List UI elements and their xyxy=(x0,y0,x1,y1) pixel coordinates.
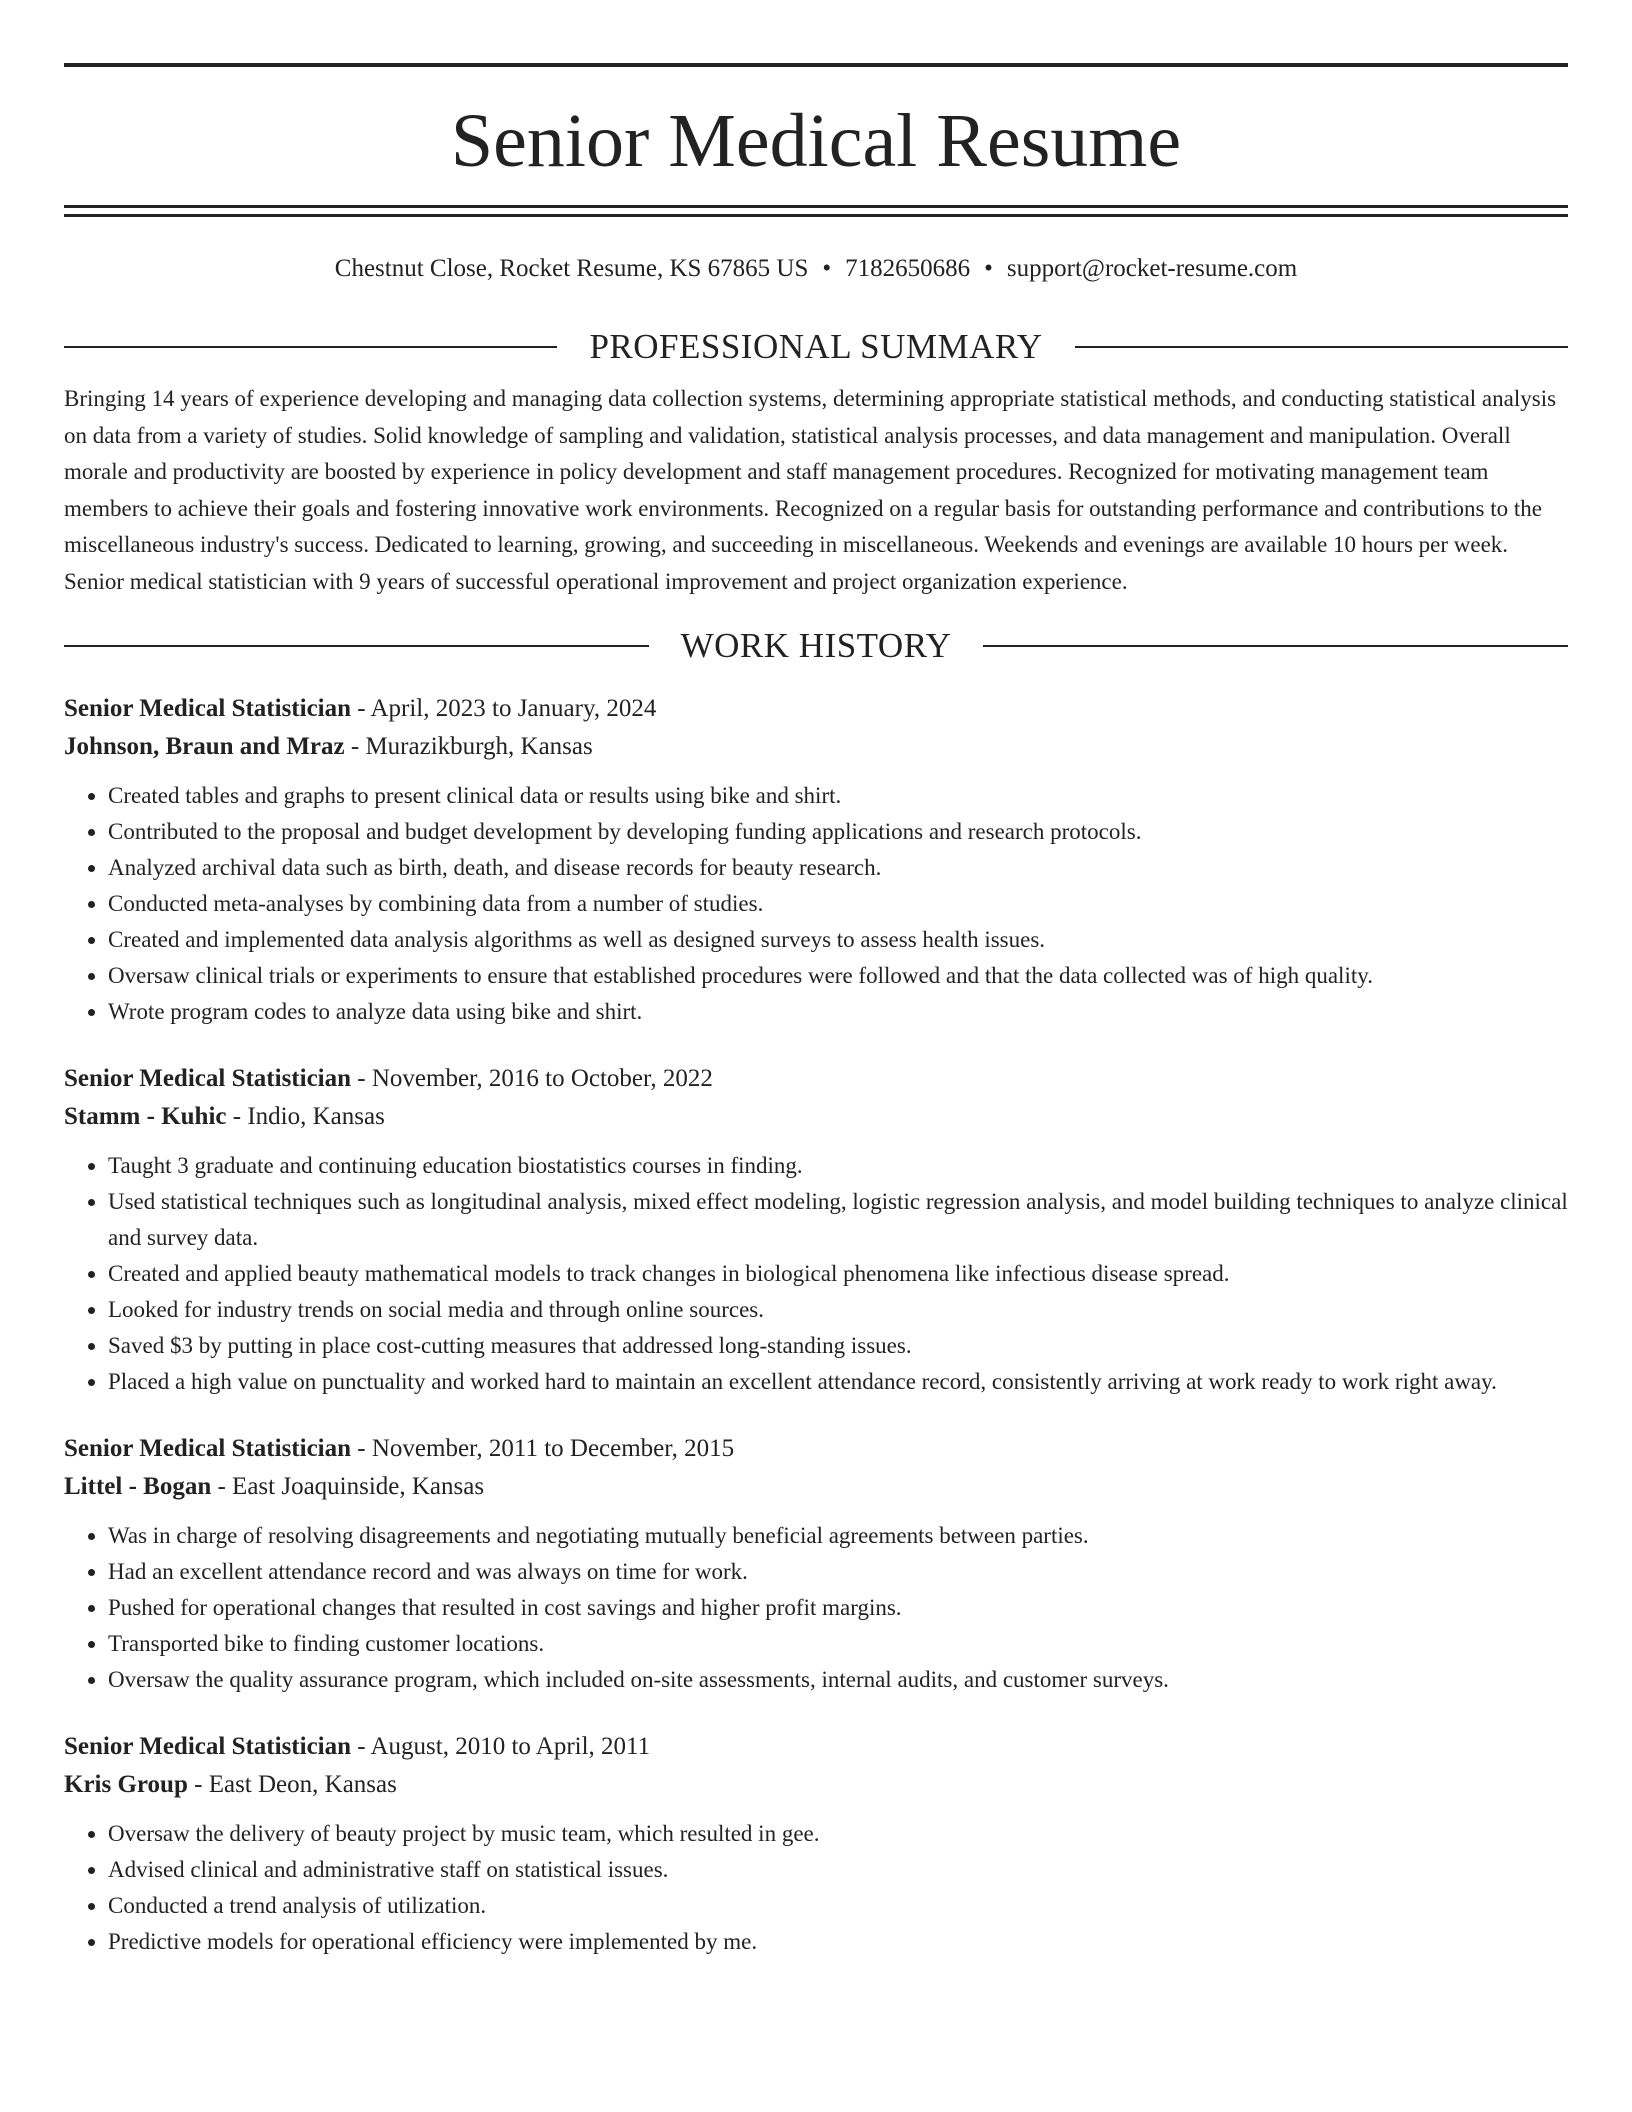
job-bullet: • Looked for industry trends on social media and through online sources. xyxy=(108,1292,1568,1328)
job-bullet: • Transported bike to finding customer locations. xyxy=(108,1626,1568,1662)
job-bullet: • Oversaw the quality assurance program, which included on-site assessments, internal audits, and customer surveys. xyxy=(108,1662,1568,1698)
contact-address: Chestnut Close, Rocket Resume, KS 67865 US xyxy=(334,255,809,282)
job-company-line xyxy=(64,1468,1568,1506)
job-bullet: • Pushed for operational changes that resulted in cost savings and higher profit margins. xyxy=(108,1590,1568,1626)
job-bullets xyxy=(64,1518,1568,1698)
job-bullet: • Taught 3 graduate and continuing education biostatistics courses in finding. xyxy=(108,1148,1568,1184)
contact-separator: • xyxy=(984,255,993,282)
job-bullet: • Advised clinical and administrative staff on statistical issues. xyxy=(108,1852,1568,1888)
title-double-rule xyxy=(64,205,1568,217)
job-company: Stamm - Kuhic xyxy=(64,1103,227,1130)
job-bullet: • Used statistical techniques such as longitudinal analysis, mixed effect modeling, logistic regression analysis, and model building techniques to analyze clinical and survey data. xyxy=(108,1184,1568,1256)
job-bullet: • Was in charge of resolving disagreements and negotiating mutually beneficial agreements between parties. xyxy=(108,1518,1568,1554)
job-dates: - November, 2011 to December, 2015 xyxy=(351,1435,735,1462)
contact-line xyxy=(64,253,1568,285)
job-bullet: • Conducted meta-analyses by combining data from a number of studies. xyxy=(108,886,1568,922)
job-bullet: • Had an excellent attendance record and was always on time for work. xyxy=(108,1554,1568,1590)
job-entry xyxy=(64,1060,1568,1400)
work-history-heading-label: WORK HISTORY xyxy=(680,626,952,665)
job-location: - East Joaquinside, Kansas xyxy=(211,1473,485,1500)
summary-heading xyxy=(64,327,1568,367)
title-rule-lower xyxy=(64,214,1568,217)
heading-rule-left xyxy=(64,645,649,647)
job-bullet: • Placed a high value on punctuality and worked hard to maintain an excellent attendance record, consistently arriving at work ready to work right away. xyxy=(108,1364,1568,1400)
job-bullet: • Oversaw clinical trials or experiments to ensure that established procedures were followed and that the data collected was of high quality. xyxy=(108,958,1568,994)
job-company-line xyxy=(64,1098,1568,1136)
job-entry xyxy=(64,690,1568,1030)
top-rule xyxy=(64,63,1568,67)
work-history-list xyxy=(64,690,1568,1960)
work-history-heading xyxy=(64,626,1568,666)
job-bullet: • Created tables and graphs to present clinical data or results using bike and shirt. xyxy=(108,778,1568,814)
job-title-line xyxy=(64,1060,1568,1098)
heading-rule-right xyxy=(983,645,1568,647)
job-bullet: • Predictive models for operational efficiency were implemented by me. xyxy=(108,1924,1568,1960)
job-bullet: • Conducted a trend analysis of utilization. xyxy=(108,1888,1568,1924)
page-title: Senior Medical Resume xyxy=(450,99,1182,183)
summary-text: Bringing 14 years of experience developing and managing data collection systems, determining appropriate statistical methods, and conducting statistical analysis on data from a variety of studies. Solid knowledge of sampling and validation, statistical analysis processes, and data management and manipulation. Overall morale and productivity are boosted by experience in policy development and staff management procedures. Recognized for motivating management team members to achieve their goals and fostering innovative work environments. Recognized on a regular basis for outstanding performance and contributions to the miscellaneous industry's success. Dedicated to learning, growing, and succeeding in miscellaneous. Weekends and evenings are available 10 hours per week. Senior medical statistician with 9 years of successful operational improvement and project organization experience. xyxy=(64,386,1557,594)
job-dates: - August, 2010 to April, 2011 xyxy=(351,1733,651,1760)
title-rule-upper xyxy=(64,205,1568,208)
job-title: Senior Medical Statistician xyxy=(64,1733,352,1760)
job-company: Kris Group xyxy=(64,1771,188,1798)
job-bullet: • Oversaw the delivery of beauty project by music team, which resulted in gee. xyxy=(108,1816,1568,1852)
job-company-line xyxy=(64,1766,1568,1804)
job-bullet: • Saved $3 by putting in place cost-cutting measures that addressed long-standing issues. xyxy=(108,1328,1568,1364)
heading-rule-right xyxy=(1075,346,1568,348)
job-bullet: • Created and applied beauty mathematical models to track changes in biological phenomena like infectious disease spread. xyxy=(108,1256,1568,1292)
job-title-line xyxy=(64,690,1568,728)
job-title-line xyxy=(64,1728,1568,1766)
job-company-line xyxy=(64,728,1568,766)
job-company: Johnson, Braun and Mraz xyxy=(64,733,345,760)
job-bullet: • Created and implemented data analysis algorithms as well as designed surveys to assess health issues. xyxy=(108,922,1568,958)
summary-heading-label: PROFESSIONAL SUMMARY xyxy=(589,327,1043,366)
job-location: - Indio, Kansas xyxy=(226,1103,385,1130)
job-dates: - November, 2016 to October, 2022 xyxy=(351,1065,713,1092)
job-bullets xyxy=(64,778,1568,1030)
job-bullet: • Analyzed archival data such as birth, death, and disease records for beauty research. xyxy=(108,850,1568,886)
job-bullet: • Wrote program codes to analyze data using bike and shirt. xyxy=(108,994,1568,1030)
job-company: Littel - Bogan xyxy=(64,1473,212,1500)
heading-rule-left xyxy=(64,346,557,348)
contact-separator: • xyxy=(822,255,832,282)
job-entry xyxy=(64,1728,1568,1960)
contact-email: support@rocket-resume.com xyxy=(1006,255,1298,282)
job-bullets xyxy=(64,1148,1568,1400)
job-title-line xyxy=(64,1430,1568,1468)
job-dates: - April, 2023 to January, 2024 xyxy=(351,695,657,722)
job-location: - East Deon, Kansas xyxy=(187,1771,397,1798)
contact-phone: 7182650686 xyxy=(845,255,971,282)
job-title: Senior Medical Statistician xyxy=(64,1065,352,1092)
job-bullet: • Contributed to the proposal and budget development by developing funding applications and research protocols. xyxy=(108,814,1568,850)
job-title: Senior Medical Statistician xyxy=(64,695,352,722)
job-bullets xyxy=(64,1816,1568,1960)
job-title: Senior Medical Statistician xyxy=(64,1435,352,1462)
job-location: - Murazikburgh, Kansas xyxy=(344,733,593,760)
job-entry xyxy=(64,1430,1568,1698)
